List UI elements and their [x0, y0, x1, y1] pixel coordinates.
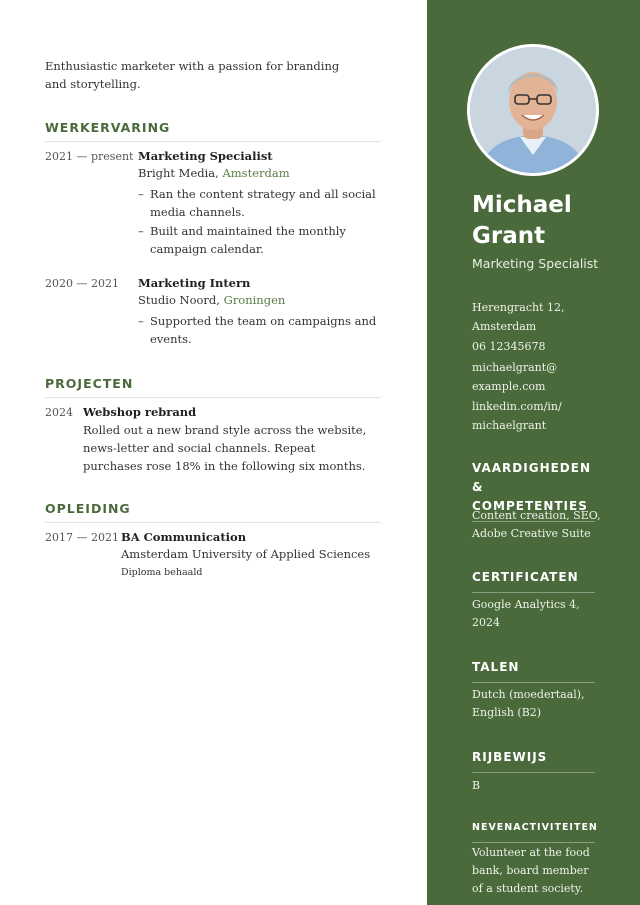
entry-date: 2017 — 2021: [45, 531, 119, 544]
entry-organization: [138, 292, 381, 309]
section-title-skills: VAARDIGHEDEN & COMPETENTIES: [472, 459, 595, 522]
entry-role: Marketing Specialist: [138, 149, 273, 163]
list-item: – Ran the content strategy and all social media channels.: [138, 187, 376, 219]
entry-role: Marketing Intern: [138, 276, 251, 290]
section-title-license: RIJBEWIJS: [472, 748, 595, 773]
project-name: Webshop rebrand: [83, 405, 197, 419]
section-title-languages: TALEN: [472, 658, 595, 683]
entry-body: [138, 148, 381, 260]
person-job-title: Marketing Specialist: [472, 256, 599, 271]
license-text: B: [472, 779, 481, 792]
education-degree: BA Communication: [121, 530, 247, 544]
entry-company: Studio Noord,: [138, 293, 220, 307]
list-item: – Supported the team on campaigns and events.: [138, 314, 377, 346]
entry-organization: [138, 165, 381, 182]
sidebar: [427, 0, 640, 905]
certificates-text: Google Analytics 4, 2024: [472, 598, 580, 629]
section-title-projects: PROJECTEN: [45, 376, 381, 398]
entry-date: 2024: [45, 406, 73, 419]
entry-date: 2021 — present: [45, 150, 134, 163]
email-link[interactable]: michaelgrant@ example.com: [472, 361, 558, 393]
section-title-activities: NEVENACTIVITEITEN: [472, 818, 595, 843]
skills-text: Content creation, SEO, Adobe Creative Suite: [472, 509, 601, 540]
activities-text: Volunteer at the food bank, board member of a student society.: [472, 846, 590, 895]
education-school: Amsterdam University of Applied Sciences: [121, 547, 371, 561]
entry-company: Bright Media,: [138, 166, 219, 180]
address: Herengracht 12, Amsterdam: [472, 301, 565, 333]
section-title-education: OPLEIDING: [45, 501, 381, 523]
languages-text: Dutch (moedertaal), English (B2): [472, 688, 585, 719]
list-item: – Built and maintained the monthly campaign calendar.: [138, 224, 346, 256]
entry-bullets: [138, 313, 381, 348]
summary-text: Enthusiastic marketer with a passion for branding and storytelling.: [45, 59, 340, 91]
linkedin-link[interactable]: linkedin.com/in/ michaelgrant: [472, 400, 562, 432]
entry-body: [83, 404, 378, 475]
entry-body: [138, 275, 381, 350]
education-note: Diploma behaald: [121, 567, 203, 578]
entry-date: 2020 — 2021: [45, 277, 119, 290]
phone: 06 12345678: [472, 340, 546, 353]
entry-bullets: [138, 186, 381, 258]
person-name: Michael Grant: [472, 192, 572, 249]
main-column: [45, 0, 381, 905]
section-title-certificates: CERTIFICATEN: [472, 568, 595, 593]
entry-city: Amsterdam: [222, 166, 290, 180]
project-description: Rolled out a new brand style across the website, news-letter and social channels. Repeat purchases rose 18% in the following six months.: [83, 423, 367, 473]
profile-photo-icon: [470, 47, 596, 173]
section-title-work: WERKERVARING: [45, 120, 381, 142]
entry-city: Groningen: [223, 293, 286, 307]
profile-photo: [467, 44, 599, 176]
entry-body: [121, 529, 381, 580]
